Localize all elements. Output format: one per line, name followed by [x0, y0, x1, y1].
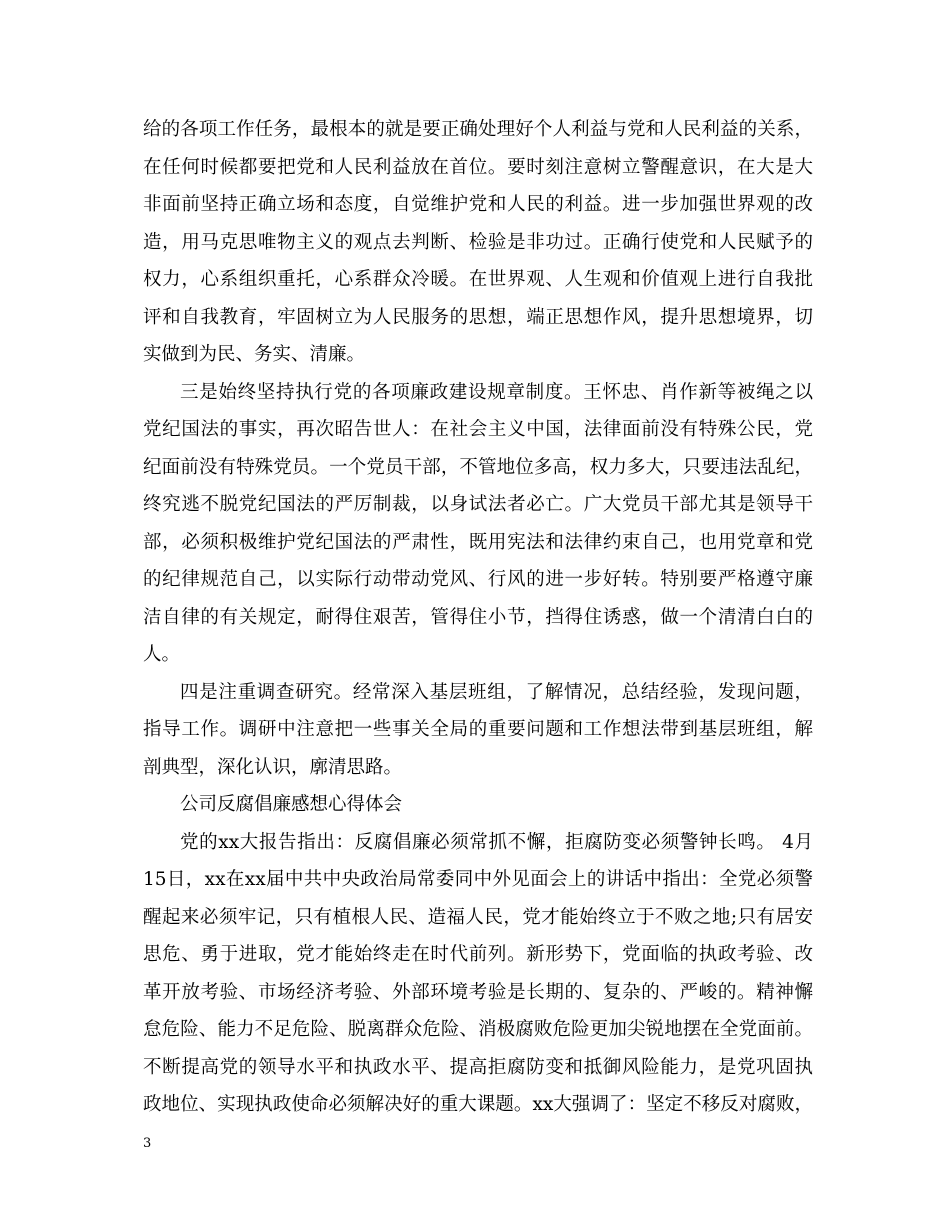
text-line: 人。 — [143, 644, 181, 665]
page-number: 3 — [143, 1136, 152, 1151]
body-text — [143, 111, 813, 1124]
text-line: 洁自律的有关规定，耐得住艰苦，管得住小节，挡得住诱惑，做一个清清白白的 — [143, 606, 813, 628]
text-line: 思危、勇于进取，党才能始终走在时代前列。新形势下，党面临的执政考验、改 — [143, 944, 813, 965]
text-line: 公司反腐倡廉感想心得体会 — [180, 794, 403, 815]
text-line: 党的xx大报告指出：反腐倡廉必须常抓不懈，拒腐防变必须警钟长鸣。 4月 — [180, 831, 813, 853]
text-line: 党纪国法的事实，再次昭告世人：在社会主义中国，法律面前没有特殊公民，党 — [143, 419, 813, 440]
text-line: 15日，xx在xx届中共中央政治局常委同中外见面会上的讲话中指出：全党必须警 — [143, 869, 813, 890]
text-line: 实做到为民、务实、清廉。 — [143, 344, 366, 365]
text-line: 给的各项工作任务，最根本的就是要正确处理好个人利益与党和人民利益的关系， — [143, 119, 813, 140]
text-line: 在任何时候都要把党和人民利益放在首位。要时刻注意树立警醒意识，在大是大 — [143, 156, 813, 178]
text-line: 革开放考验、市场经济考验、外部环境考验是长期的、复杂的、严峻的。精神懈 — [143, 981, 813, 1003]
text-line: 终究逃不脱党纪国法的严厉制裁，以身试法者必亡。广大党员干部尤其是领导干 — [143, 494, 813, 515]
text-line: 的纪律规范自己，以实际行动带动党风、行风的进一步好转。特别要严格遵守廉 — [143, 569, 813, 590]
text-line: 怠危险、能力不足危险、脱离群众危险、消极腐败危险更加尖锐地摆在全党面前。 — [143, 1019, 813, 1040]
text-line: 剖典型，深化认识，廓清思路。 — [143, 756, 403, 778]
text-line: 评和自我教育，牢固树立为人民服务的思想，端正思想作风，提升思想境界，切 — [143, 306, 813, 328]
text-line: 三是始终坚持执行党的各项廉政建设规章制度。王怀忠、肖作新等被绳之以 — [180, 381, 813, 403]
text-line: 部，必须积极维护党纪国法的严肃性，既用宪法和法律约束自己，也用党章和党 — [143, 531, 813, 553]
text-line: 造，用马克思唯物主义的观点去判断、检验是非功过。正确行使党和人民赋予的 — [143, 231, 813, 253]
text-line: 指导工作。调研中注意把一些事关全局的重要问题和工作想法带到基层班组，解 — [143, 719, 813, 740]
text-line: 政地位、实现执政使命必须解决好的重大课题。xx大强调了：坚定不移反对腐败， — [143, 1094, 813, 1115]
text-line: 纪面前没有特殊党员。一个党员干部，不管地位多高，权力多大，只要违法乱纪， — [143, 456, 813, 478]
text-line: 非面前坚持正确立场和态度，自觉维护党和人民的利益。进一步加强世界观的改 — [143, 194, 813, 215]
text-line: 权力，心系组织重托，心系群众冷暖。在世界观、人生观和价值观上进行自我批 — [143, 269, 813, 290]
text-line: 四是注重调查研究。经常深入基层班组，了解情况，总结经验，发现问题， — [180, 681, 813, 703]
text-line: 醒起来必须牢记，只有植根人民、造福人民，党才能始终立于不败之地;只有居安 — [143, 906, 813, 928]
text-line: 不断提高党的领导水平和执政水平、提高拒腐防变和抵御风险能力，是党巩固执 — [143, 1056, 813, 1078]
